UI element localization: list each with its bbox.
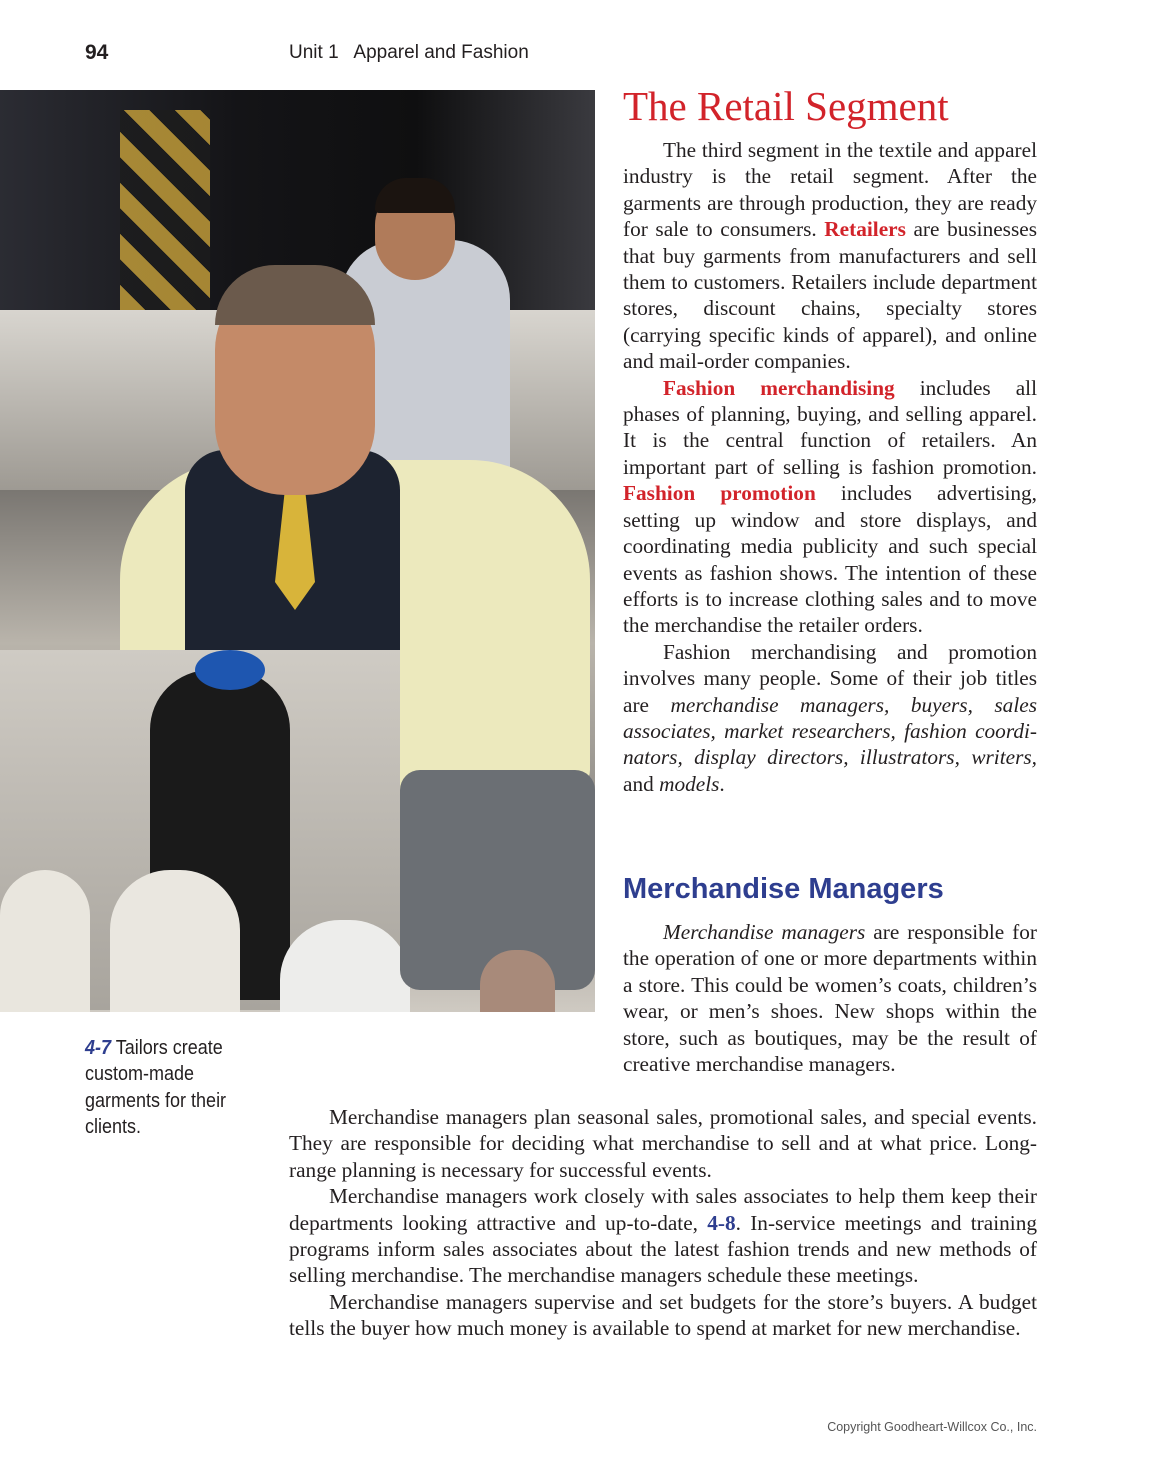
- paragraph: [623, 919, 1037, 1077]
- text: includes advertising, setting up window and store displays, and coordinating media publicity and such special events as fashion shows. The intention of these efforts is to increase clothing sales and to move the merchandise the retailer orders.: [623, 481, 1037, 638]
- paragraph: Merchandise managers plan seasonal sales, promotional sales, and special events. They are responsible for deciding what merchandise to sell and at what price. Long-range planning is necessary for successful events.: [289, 1105, 1037, 1182]
- paragraph: [623, 639, 1037, 797]
- text: Merchandise managers work closely with sales associates to help them keep their departments looking attractive and up-to-date,: [289, 1184, 1037, 1235]
- key-term-fashion-merchandising: Fashion merchandising: [663, 375, 895, 400]
- section-body: [623, 137, 1037, 797]
- text: are businesses that buy garments from manufacturers and sell them to customers. Retailers include department stores, discount chains, specialty stores (carrying specific kinds of apparel), and online and mail-order companies.: [623, 217, 1037, 374]
- paragraph: [289, 1183, 1037, 1289]
- figure-caption: [85, 1035, 238, 1141]
- key-term-retailers: Retailers: [824, 217, 906, 242]
- subsection-body-column: [623, 919, 1037, 1077]
- text: The third segment in the textile and apparel industry is the retail segment. After the garments are through production, they are ready for sale to consumers.: [623, 138, 1037, 242]
- italic-text: merchandise managers, buyers, sales associates, market researchers, fashion coordinators, display directors, illustrators, writers,: [623, 692, 1037, 770]
- text: and: [623, 771, 660, 796]
- section-title: The Retail Segment: [623, 83, 949, 129]
- italic-text: Merchandise managers: [663, 920, 866, 944]
- page-number: 94: [85, 41, 109, 64]
- figure-reference-link[interactable]: 4-8: [707, 1210, 736, 1235]
- subsection-body-wide: [289, 1104, 1037, 1342]
- paragraph: Merchandise managers supervise and set budgets for the store’s buyers. A budget tells the buyer how much money is available to spend at market for new merchandise.: [289, 1289, 1037, 1341]
- copyright-notice: Copyright Goodheart-Willcox Co., Inc.: [827, 1420, 1037, 1434]
- text: .: [719, 771, 725, 796]
- subsection-title: Merchandise Managers: [623, 873, 944, 905]
- figure-number: 4-7: [85, 1037, 112, 1059]
- running-header: Unit 1 Apparel and Fashion: [289, 42, 529, 63]
- paragraph: [623, 375, 1037, 639]
- italic-text: models: [659, 771, 720, 796]
- text: includes all phases of planning, buying, and selling apparel. It is the central function of retailers. An important part of selling is fashion promotion.: [623, 375, 1037, 479]
- text: are responsible for the operation of one or more departments within a store. This could be women’s coats, children’s wear, or men’s shoes. New shops within the store, such as boutiques, may be the result of creative merchandise managers.: [623, 920, 1037, 1077]
- tailor-photo: [0, 90, 595, 1012]
- text: Fashion merchandising and promotion involves many people. Some of their job titles are: [623, 639, 1037, 717]
- paragraph: [623, 137, 1037, 375]
- key-term-fashion-promotion: Fashion promotion: [623, 481, 816, 506]
- text: . In-service meetings and training programs inform sales associates about the latest fashion trends and new methods of selling merchandise. The merchandise managers schedule these meetings.: [289, 1210, 1037, 1288]
- caption-text: Tailors create custom-made garments for their clients.: [85, 1037, 227, 1139]
